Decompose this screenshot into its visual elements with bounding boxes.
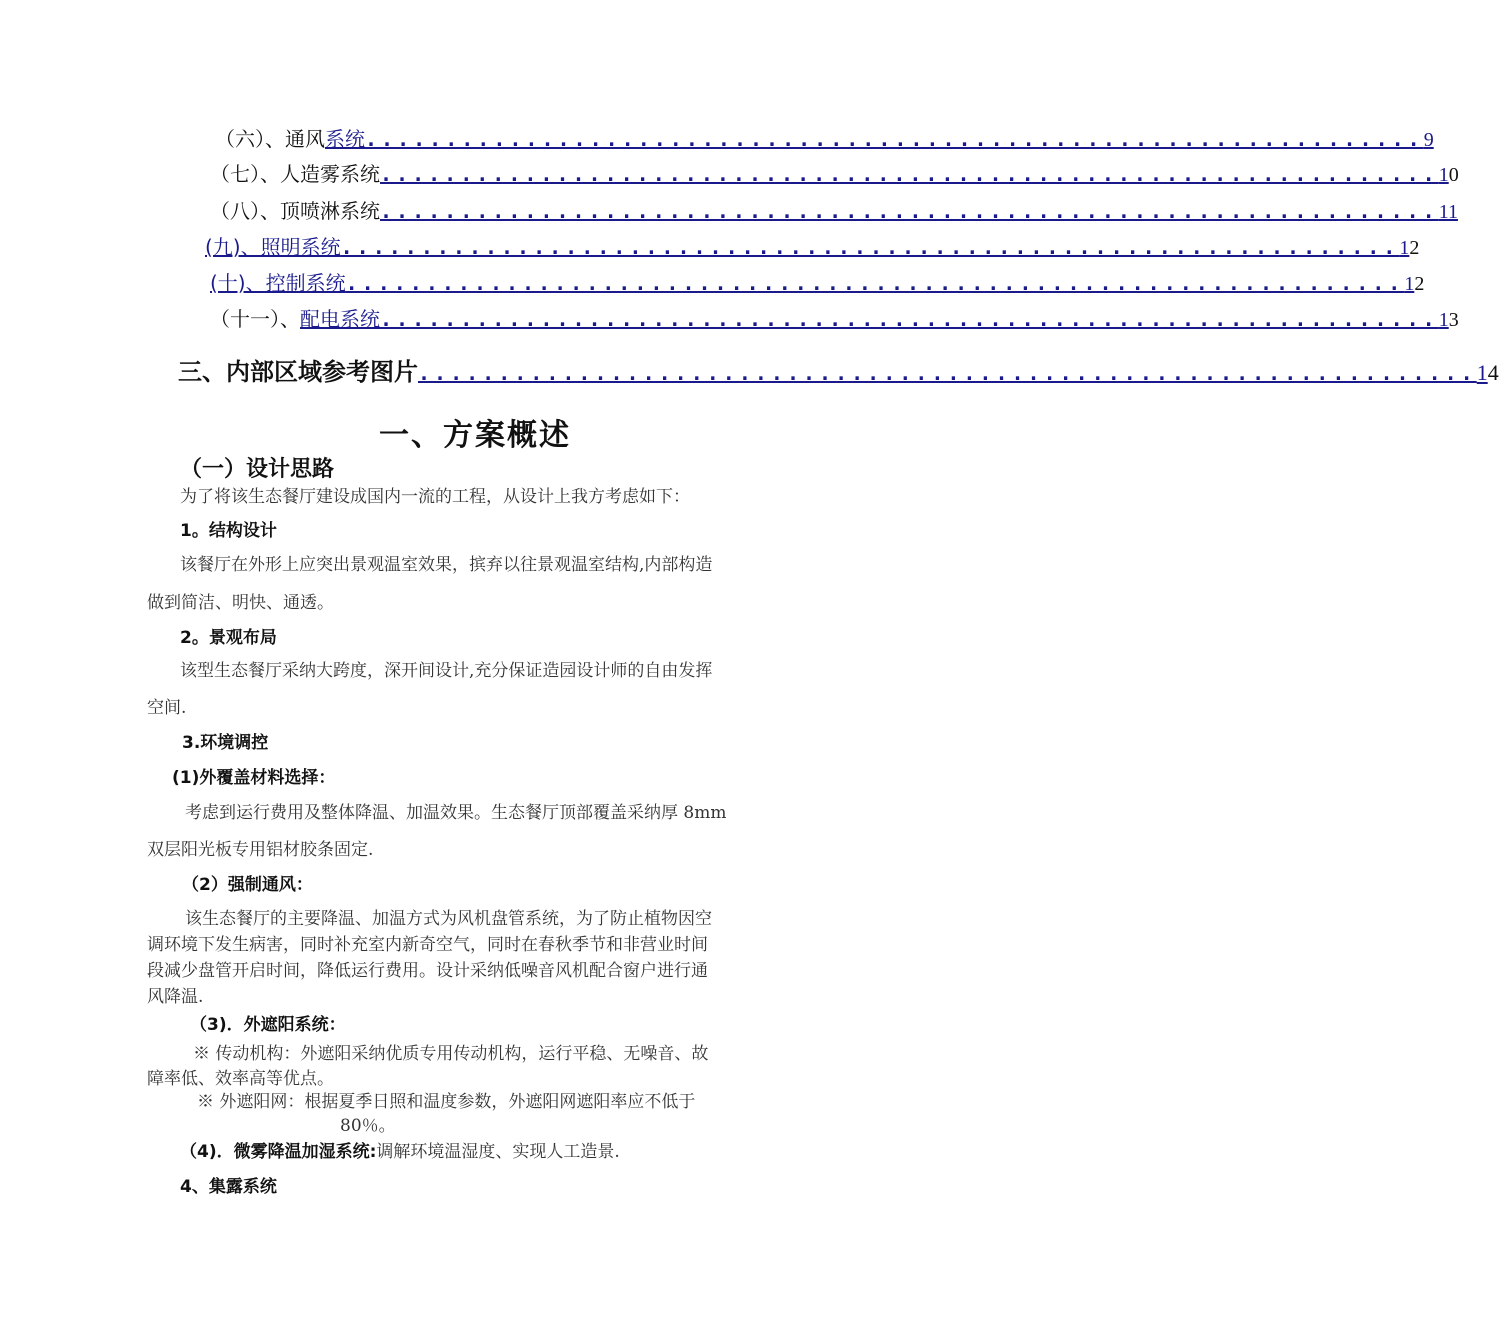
toc-page-suffix: 0 bbox=[1448, 164, 1459, 186]
toc-link[interactable]: (十)、控制系统 bbox=[210, 271, 346, 295]
chapter-title: 一、方案概述 bbox=[379, 418, 571, 453]
paragraph-line: ※ 传动机构：外遮阳采纳优质专用传动机构，运行平稳、无噪音、故 bbox=[193, 1044, 709, 1064]
toc-page[interactable]: 1 bbox=[1399, 237, 1410, 259]
toc-page[interactable]: 11 bbox=[1438, 201, 1458, 223]
toc-label: （七）、人造雾系统 bbox=[210, 162, 380, 186]
toc-entry-power[interactable] bbox=[210, 303, 1459, 333]
paragraph-line: 考虑到运行费用及整体降温、加温效果。生态餐厅顶部覆盖采纳厚 8mm bbox=[185, 803, 727, 823]
paragraph-line: 80％。 bbox=[340, 1116, 396, 1136]
paragraph-line: ※ 外遮阳网：根据夏季日照和温度参数，外遮阳网遮阳率应不低于 bbox=[197, 1092, 696, 1112]
toc-entry-ventilation[interactable] bbox=[215, 123, 1434, 153]
paragraph-line: 段减少盘管开启时间，降低运行费用。设计采纳低噪音风机配合窗户进行通 bbox=[147, 961, 708, 981]
toc-entry-lighting[interactable] bbox=[205, 231, 1420, 261]
toc-page[interactable]: 1 bbox=[1476, 360, 1488, 385]
toc-entry-sprinkler[interactable] bbox=[210, 195, 1458, 225]
heading-cover-material: (1)外覆盖材料选择： bbox=[172, 768, 336, 788]
toc-leader: .................................................................. bbox=[418, 361, 1477, 385]
heading-landscape: 2。景观布局 bbox=[180, 628, 277, 648]
toc-page-suffix: 2 bbox=[1409, 237, 1420, 259]
toc-page[interactable]: 9 bbox=[1423, 129, 1434, 151]
toc-page[interactable]: 1 bbox=[1438, 309, 1449, 331]
toc-page-suffix: 2 bbox=[1414, 273, 1425, 295]
toc-label: （十一）、 bbox=[210, 307, 300, 331]
toc-link[interactable]: 配电系统 bbox=[300, 307, 380, 331]
paragraph-line: 风降温. bbox=[147, 987, 204, 1007]
paragraph-line: 障率低、效率高等优点。 bbox=[147, 1069, 334, 1089]
paragraph-line: 双层阳光板专用铝材胶条固定. bbox=[147, 840, 374, 860]
toc-label: （六）、通风 bbox=[215, 127, 325, 151]
section-title: （一）设计思路 bbox=[180, 457, 335, 482]
toc-leader: .................................................................. bbox=[380, 307, 1439, 331]
heading-ventilation: （2）强制通风： bbox=[182, 875, 313, 895]
toc-link[interactable]: (九)、照明系统 bbox=[205, 235, 341, 259]
toc-leader: .................................................................. bbox=[380, 199, 1439, 223]
mist-text: 调解环境温湿度、实现人工造景. bbox=[376, 1142, 620, 1162]
paragraph-line: 调环境下发生病害，同时补充室内新奇空气，同时在春秋季节和非营业时间 bbox=[147, 935, 708, 955]
paragraph-line: 该餐厅在外形上应突出景观温室效果，摈弃以往景观温室结构,内部构造 bbox=[180, 555, 713, 575]
toc-leader: .................................................................. bbox=[345, 271, 1405, 295]
toc-entry-control[interactable] bbox=[210, 267, 1425, 297]
toc-page-suffix: 3 bbox=[1448, 309, 1459, 331]
toc-entry-fog[interactable] bbox=[210, 158, 1459, 188]
paragraph-line: 空间. bbox=[147, 698, 187, 718]
toc-page[interactable]: 1 bbox=[1404, 273, 1415, 295]
toc-label: （八）、顶喷淋系统 bbox=[210, 199, 380, 223]
toc-leader: .................................................................. bbox=[365, 127, 1424, 151]
toc-label: 三、内部区域参考图片 bbox=[178, 358, 418, 386]
toc-page[interactable]: 1 bbox=[1438, 164, 1449, 186]
paragraph-line: 该生态餐厅的主要降温、加温方式为风机盘管系统，为了防止植物因空 bbox=[185, 909, 712, 929]
toc-leader: .................................................................. bbox=[380, 162, 1439, 186]
toc-link[interactable]: 系统 bbox=[325, 127, 365, 151]
heading-shading: （3)．外遮阳系统： bbox=[190, 1015, 346, 1035]
toc-leader: .................................................................. bbox=[340, 235, 1400, 259]
heading-mist: （4)．微雾降温加湿系统: bbox=[180, 1142, 377, 1162]
intro-text: 为了将该生态餐厅建设成国内一流的工程，从设计上我方考虑如下： bbox=[180, 487, 690, 507]
heading-dew-collection: 4、集露系统 bbox=[180, 1177, 277, 1197]
toc-page-suffix: 4 bbox=[1487, 360, 1499, 385]
paragraph-line: 该型生态餐厅采纳大跨度，深开间设计,充分保证造园设计师的自由发挥 bbox=[180, 661, 713, 681]
heading-environment: 3.环境调控 bbox=[182, 733, 269, 753]
heading-structure: 1。结构设计 bbox=[180, 521, 277, 541]
toc-entry-reference-images[interactable] bbox=[178, 352, 1499, 386]
paragraph-line: 做到简洁、明快、通透。 bbox=[147, 593, 334, 613]
paragraph-mist-system bbox=[180, 1137, 620, 1162]
